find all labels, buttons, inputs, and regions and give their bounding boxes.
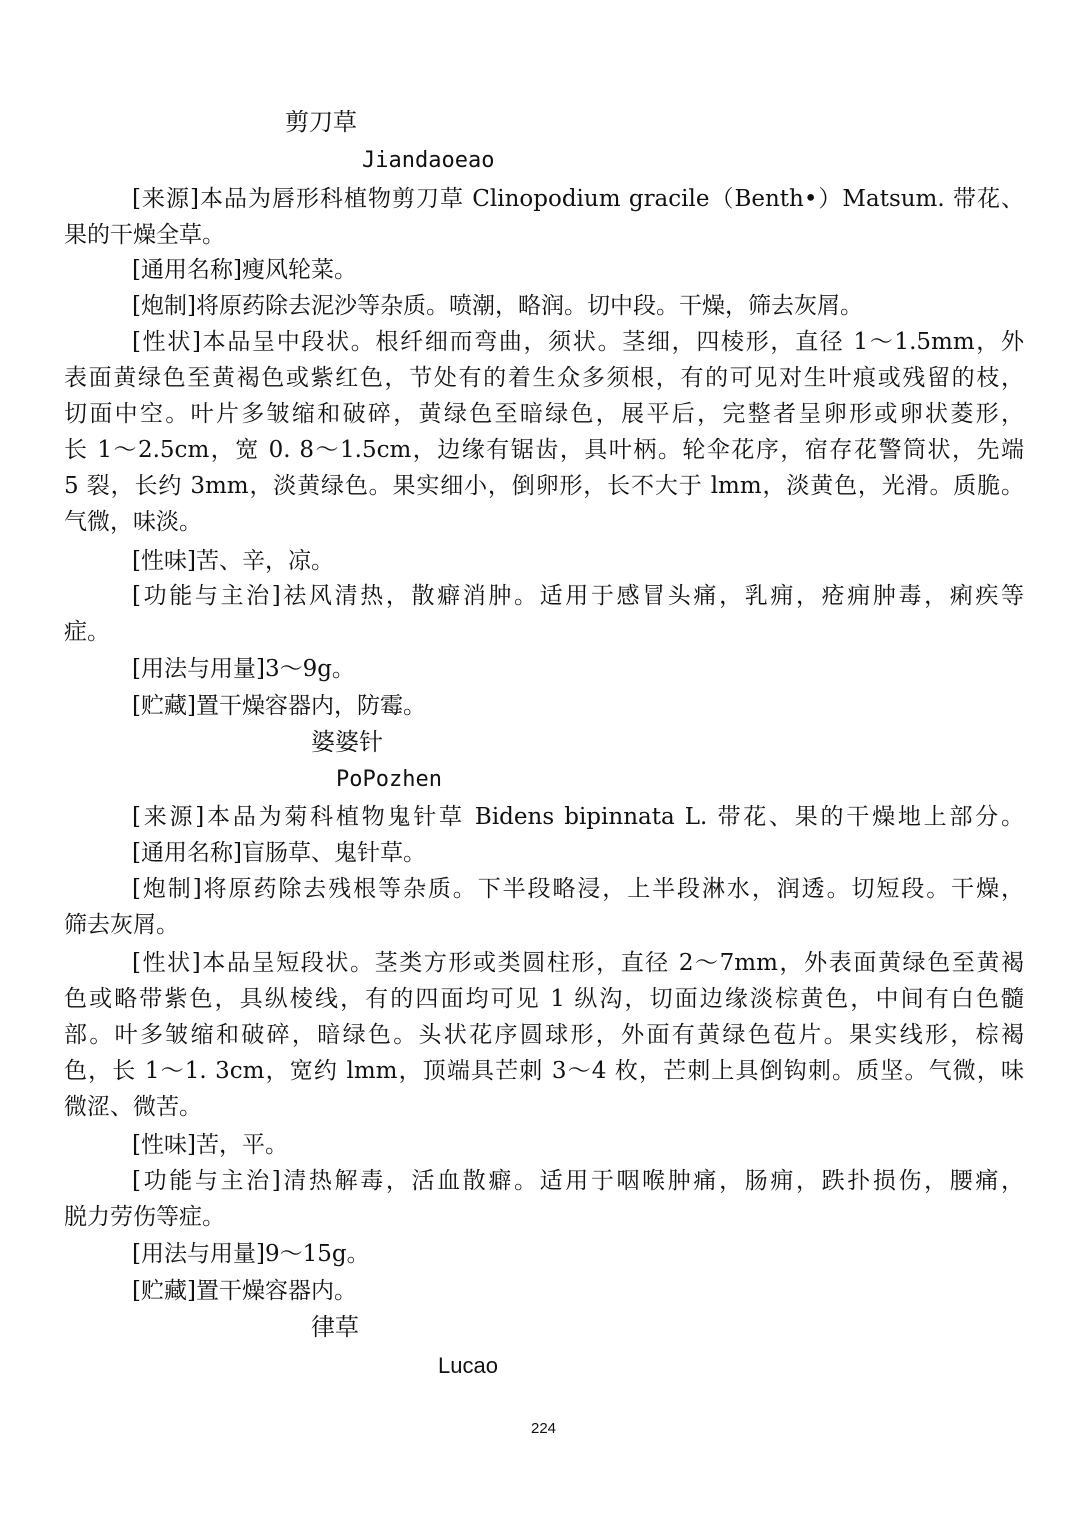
description-line: 长 1～2.5cm，宽 0. 8～1.5cm，边缘有锯齿，具叶柄。轮伞花序，宿存花警筒状，先端 — [64, 437, 1024, 463]
processing-line: 筛去灰屑。 — [64, 912, 179, 938]
functions-line: [功能与主治]祛风清热，散癖消肿。适用于感冒头痛，乳痈，疮痈肿毒，痢疾等 — [132, 583, 1024, 609]
processing-line: [炮制]将原药除去残根等杂质。下半段略浸，上半段淋水，润透。切短段。干燥， — [132, 876, 1024, 902]
entry-title: 婆婆针 — [311, 728, 383, 756]
description-line: 部。叶多皱缩和破碎，暗绿色。头状花序圆球形，外面有黄绿色苞片。果实线形，棕褐 — [64, 1022, 1024, 1048]
source-line: [来源]本品为唇形科植物剪刀草 Clinopodium gracile（Benth•）Matsum. 带花、 — [132, 186, 1024, 212]
description-line: 气微，味淡。 — [64, 509, 202, 535]
source-line: [来源]本品为菊科植物鬼针草 Bidens bipinnata L. 带花、果的干燥地上部分。 — [132, 804, 1024, 830]
description-line: 微涩、微苦。 — [64, 1094, 202, 1120]
description-line: 切面中空。叶片多皱缩和破碎，黄绿色至暗绿色，展平后，完整者呈卵形或卵状菱形， — [64, 401, 1024, 427]
nature-flavor: [性味]苦、辛，凉。 — [132, 548, 334, 574]
entry-pinyin: Jiandaoeao — [362, 148, 495, 173]
functions-line: [功能与主治]清热解毒，活血散癖。适用于咽喉肿痛，肠痈，跌扑损伤，腰痛， — [132, 1168, 1024, 1194]
functions-line: 脱力劳伤等症。 — [64, 1204, 225, 1230]
entry-pinyin: Lucao — [438, 1353, 498, 1378]
description-line: 表面黄绿色至黄褐色或紫红色，节处有的着生众多须根，有的可见对生叶痕或残留的枝， — [64, 365, 1024, 391]
storage: [贮藏]置干燥容器内，防霉。 — [132, 693, 426, 719]
common-name: [通用名称]瘦风轮菜。 — [132, 257, 357, 283]
nature-flavor: [性味]苦，平。 — [132, 1132, 288, 1158]
dosage: [用法与用量]9～15g。 — [132, 1241, 370, 1267]
source-line: 果的干燥全草。 — [64, 222, 225, 248]
description-line: [性状]本品呈中段状。根纤细而弯曲，须状。茎细，四棱形，直径 1～1.5mm，外 — [132, 329, 1024, 355]
entry-title: 剪刀草 — [285, 108, 357, 136]
description-line: 色，长 1～1. 3cm，宽约 lmm，顶端具芒刺 3～4 枚，芒刺上具倒钩刺。质坚。气微，味 — [64, 1058, 1024, 1084]
description-line: 色或略带紫色，具纵棱线，有的四面均可见 1 纵沟，切面边缘淡棕黄色，中间有白色髓 — [64, 986, 1024, 1012]
page-number: 224 — [530, 1420, 557, 1437]
functions-line: 症。 — [64, 619, 110, 645]
common-name: [通用名称]盲肠草、鬼针草。 — [132, 840, 426, 866]
processing: [炮制]将原药除去泥沙等杂质。喷潮，略润。切中段。干燥，筛去灰屑。 — [132, 293, 863, 319]
storage: [贮藏]置干燥容器内。 — [132, 1278, 357, 1304]
description-line: 5 裂，长约 3mm，淡黄绿色。果实细小，倒卵形，长不大于 lmm，淡黄色，光滑。质脆。 — [64, 473, 1024, 499]
description-line: [性状]本品呈短段状。茎类方形或类圆柱形，直径 2～7mm，外表面黄绿色至黄褐 — [132, 950, 1024, 976]
entry-title: 律草 — [311, 1313, 359, 1341]
dosage: [用法与用量]3～9g。 — [132, 656, 355, 682]
entry-pinyin: PoPozhen — [336, 767, 442, 792]
